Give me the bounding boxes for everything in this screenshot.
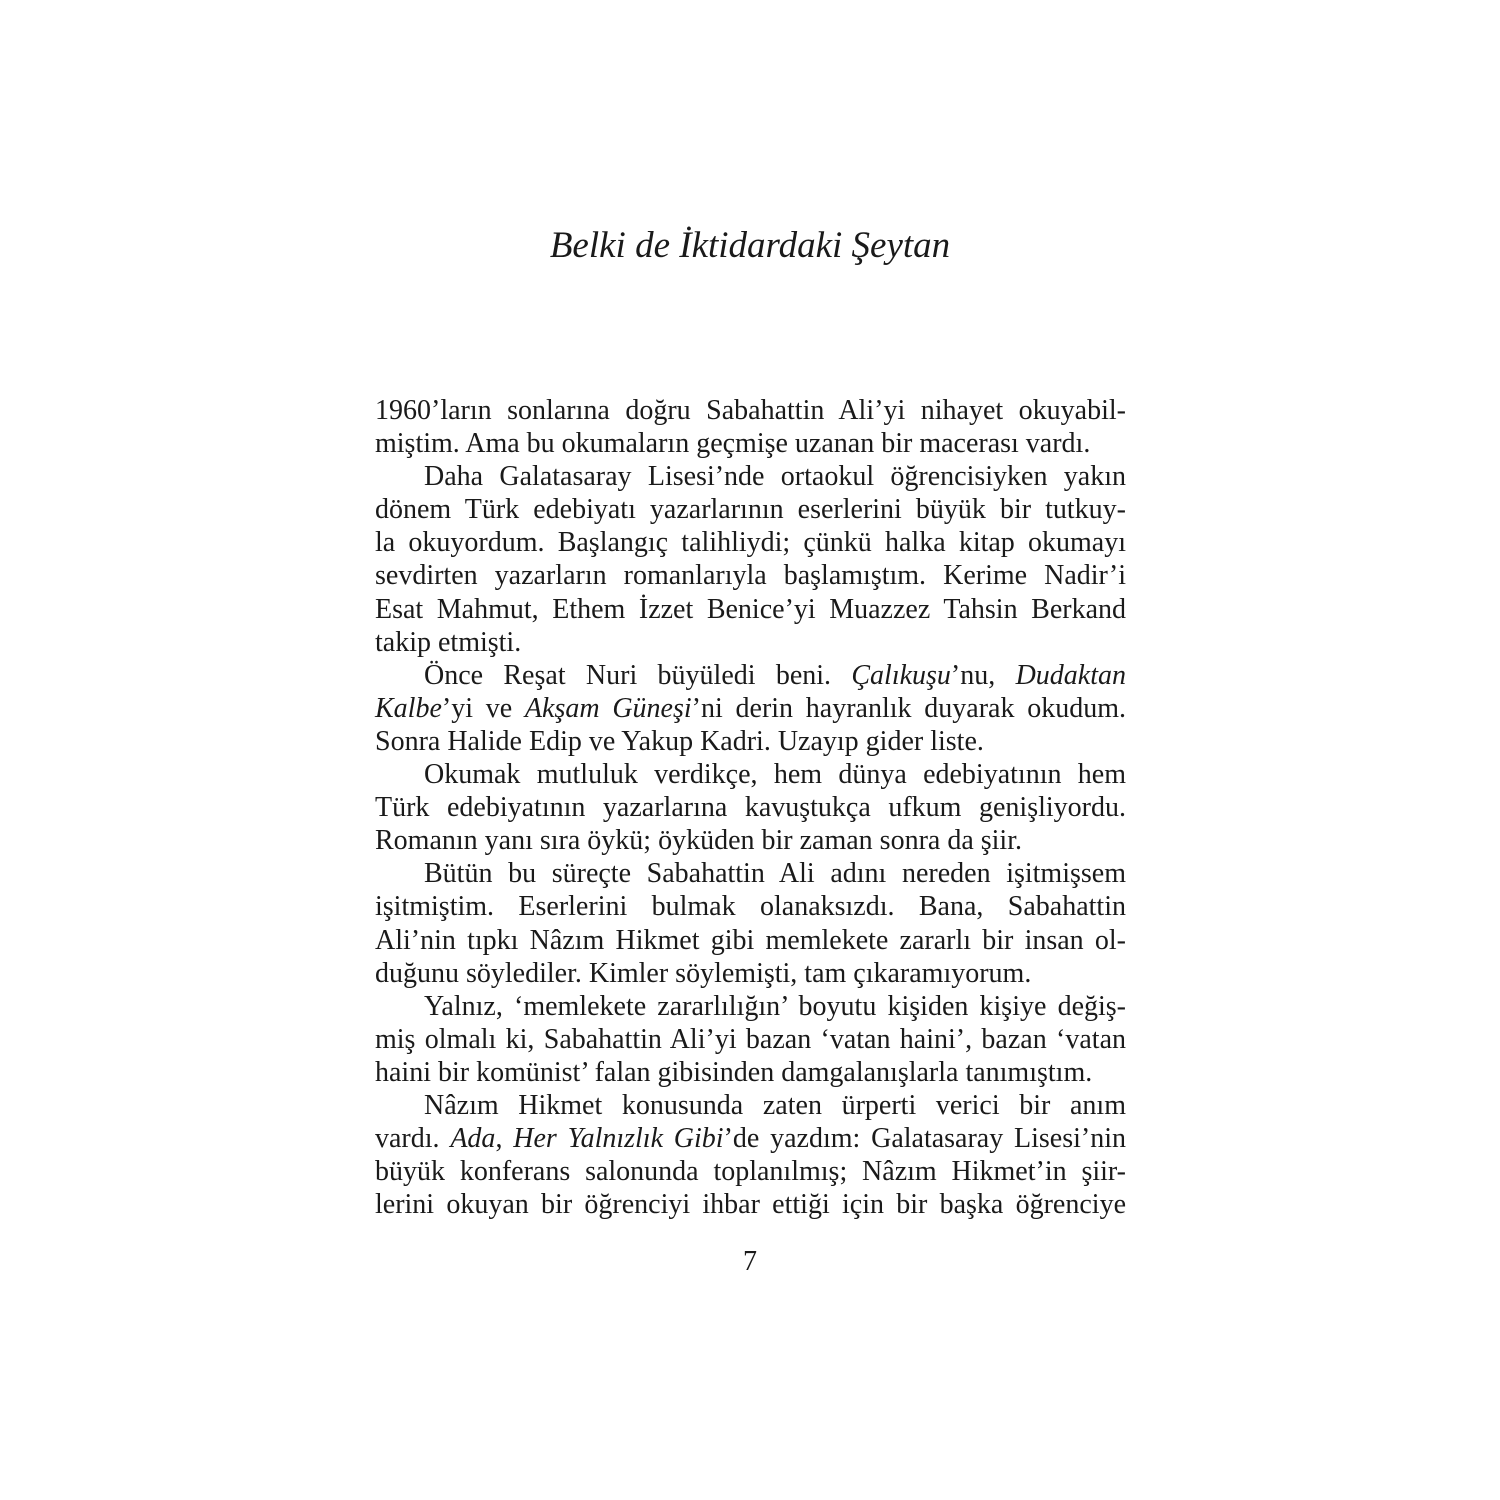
page-number: 7 (743, 1246, 757, 1277)
text-run: ’nu, (950, 659, 1016, 691)
text-line (375, 1089, 1126, 1122)
text-line (375, 824, 1126, 857)
text-line (375, 990, 1126, 1023)
text-run: işitmiştim. Eserlerini bulmak olanaksızdı. Bana, Sabahattin (375, 891, 1126, 923)
text-line (375, 758, 1126, 791)
text-run: la okuyordum. Başlangıç talihliydi; çünkü halka kitap okumayı (375, 527, 1126, 559)
text-line (375, 493, 1126, 526)
text-run: vardı. (375, 1123, 451, 1155)
text-run: Okumak mutluluk verdikçe, hem dünya edebiyatının hem (424, 759, 1126, 791)
text-run: sevdirten yazarların romanlarıyla başlamıştım. Kerime Nadir’i (375, 560, 1126, 592)
text-run: ’yi ve (441, 692, 525, 724)
text-run: büyük konferans salonunda toplanılmış; Nâzım Hikmet’in şiir- (375, 1156, 1126, 1188)
text-run: Türk edebiyatının yazarlarına kavuştukça ufkum genişliyordu. (375, 792, 1126, 824)
text-run: Ali’nin tıpkı Nâzım Hikmet gibi memlekete zararlı bir insan ol- (375, 924, 1126, 956)
text-line (375, 725, 1126, 758)
text-run: Nâzım Hikmet konusunda zaten ürperti verici bir anım (424, 1089, 1126, 1121)
book-title-italic: Akşam Güneşi (524, 692, 692, 724)
text-run: miş olmalı ki, Sabahattin Ali’yi bazan ‘vatan haini’, bazan ‘vatan (375, 1023, 1126, 1055)
text-run: Önce Reşat Nuri büyüledi beni. (424, 659, 852, 691)
text-run: Bütün bu süreçte Sabahattin Ali adını nereden işitmişsem (424, 858, 1126, 890)
text-line (375, 924, 1126, 957)
text-line (375, 1056, 1126, 1089)
text-line (375, 1188, 1126, 1221)
text-line (375, 857, 1126, 890)
text-line (375, 626, 1126, 659)
text-run: Romanın yanı sıra öykü; öyküden bir zaman sonra da şiir. (375, 825, 1022, 857)
chapter-title: Belki de İktidardaki Şeytan (549, 225, 951, 266)
chapter-body (375, 394, 1126, 1221)
text-line (375, 559, 1126, 592)
text-line (375, 1155, 1126, 1188)
text-run: Esat Mahmut, Ethem İzzet Benice’yi Muazzez Tahsin Berkand (375, 593, 1126, 625)
text-run: Daha Galatasaray Lisesi’nde ortaokul öğrencisiyken yakın (424, 461, 1126, 493)
text-line (375, 593, 1126, 626)
text-run: miştim. Ama bu okumaların geçmişe uzanan bir macerası vardı. (375, 428, 1091, 460)
text-line (375, 394, 1126, 427)
text-run: dönem Türk edebiyatı yazarlarının eserlerini büyük bir tutkuy- (375, 494, 1126, 526)
text-line (375, 791, 1126, 824)
text-run: ’de yazdım: Galatasaray Lisesi’nin (723, 1123, 1127, 1155)
text-run: , (495, 1123, 514, 1155)
text-run: haini bir komünist’ falan gibisinden damgalanışlarla tanımıştım. (375, 1056, 1093, 1088)
book-title-italic: Çalıkuşu (851, 659, 951, 691)
text-run: ’ni derin hayranlık duyarak okudum. (691, 692, 1126, 724)
text-line (375, 890, 1126, 923)
text-run: Yalnız, ‘memlekete zararlılığın’ boyutu kişiden kişiye değiş- (424, 990, 1126, 1022)
text-line (375, 1023, 1126, 1056)
book-title-italic: Kalbe (375, 692, 442, 724)
book-title-italic: Her Yalnızlık Gibi (513, 1123, 724, 1155)
text-line (375, 1122, 1126, 1155)
text-run: Sonra Halide Edip ve Yakup Kadri. Uzayıp gider liste. (375, 725, 984, 757)
text-line (375, 659, 1126, 692)
text-run: 1960’ların sonlarına doğru Sabahattin Ali’yi nihayet okuyabil- (375, 395, 1126, 426)
text-run: takip etmişti. (375, 626, 522, 658)
text-line (375, 427, 1126, 460)
book-title-italic: Dudaktan (1015, 659, 1126, 691)
text-line (375, 692, 1126, 725)
text-line (375, 526, 1126, 559)
text-line (375, 957, 1126, 990)
book-title-italic: Ada (450, 1123, 496, 1155)
text-run: duğunu söylediler. Kimler söylemişti, tam çıkaramıyorum. (375, 957, 1032, 989)
text-run: lerini okuyan bir öğrenciyi ihbar ettiği için bir başka öğrenciye (375, 1189, 1126, 1221)
text-line (375, 460, 1126, 493)
